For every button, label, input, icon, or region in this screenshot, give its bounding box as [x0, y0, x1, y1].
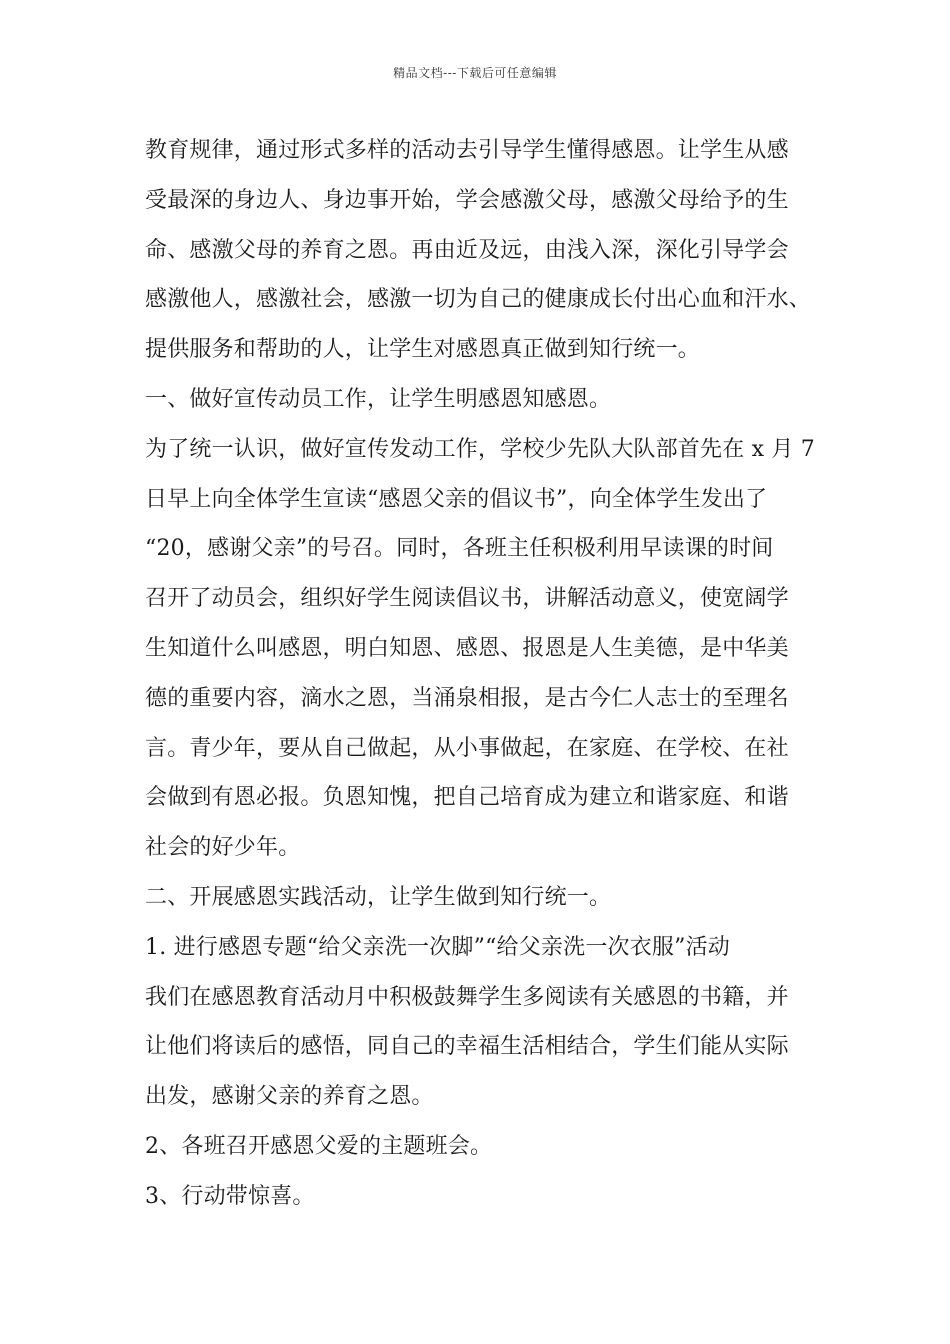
text-line: 生知道什么叫感恩，明白知恩、感恩、报恩是人生美德，是中华美 [145, 635, 789, 661]
text-line: 教育规律，通过形式多样的活动去引导学生懂得感恩。让学生从感 [145, 138, 789, 163]
text-line: 日早上向全体学生宣读“感恩父亲的倡议书”，向全体学生发出了 [145, 486, 768, 512]
text-line: 让他们将读后的感悟，同自己的幸福生活相结合，学生们能从实际 [145, 1034, 789, 1060]
text-line: 召开了动员会，组织好学生阅读倡议书，讲解活动意义，使宽阔学 [145, 586, 789, 612]
text-line: 出发，感谢父亲的养育之恩。 [145, 1084, 434, 1110]
text-line: 提供服务和帮助的人，让学生对感恩真正做到知行统一。 [145, 337, 701, 363]
text-line: 我们在感恩教育活动月中积极鼓舞学生多阅读有关感恩的书籍，并 [145, 984, 789, 1010]
page-header: 精品文档---下载后可任意编辑 [393, 66, 557, 80]
document-body [145, 126, 825, 1222]
list-item-2: 2、各班召开感恩父爱的主题班会。 [145, 1133, 493, 1159]
text-line: 言。青少年，要从自己做起，从小事做起，在家庭、在学校、在社 [145, 735, 789, 761]
section-heading-1: 一、做好宣传动员工作，让学生明感恩知感恩。 [145, 386, 612, 412]
section-heading-2: 二、开展感恩实践活动，让学生做到知行统一。 [145, 884, 612, 910]
text-line: 感激他人，感激社会，感激一切为自己的健康成长付出心血和汗水、 [145, 287, 812, 313]
text-line: 德的重要内容，滴水之恩，当涌泉相报，是古今仁人志士的至理名 [145, 685, 789, 711]
list-item-3: 3、行动带惊喜。 [145, 1183, 315, 1209]
text-line: 命、感激父母的养育之恩。再由近及远，由浅入深，深化引导学会 [145, 237, 789, 263]
text-line: 会做到有恩必报。负恩知愧，把自己培育成为建立和谐家庭、和谐 [145, 785, 789, 811]
text-line: 社会的好少年。 [145, 835, 301, 861]
list-item-1: 1. 进行感恩专题“给父亲洗一次脚”“给父亲洗一次衣服”活动 [145, 934, 730, 960]
text-line: 受最深的身边人、身边事开始，学会感激父母，感激父母给予的生 [145, 187, 789, 213]
text-line: “20，感谢父亲”的号召。同时，各班主任积极利用早读课的时间 [145, 536, 774, 562]
text-line: 为了统一认识，做好宣传发动工作，学校少先队大队部首先在 x 月 7 [145, 436, 815, 462]
